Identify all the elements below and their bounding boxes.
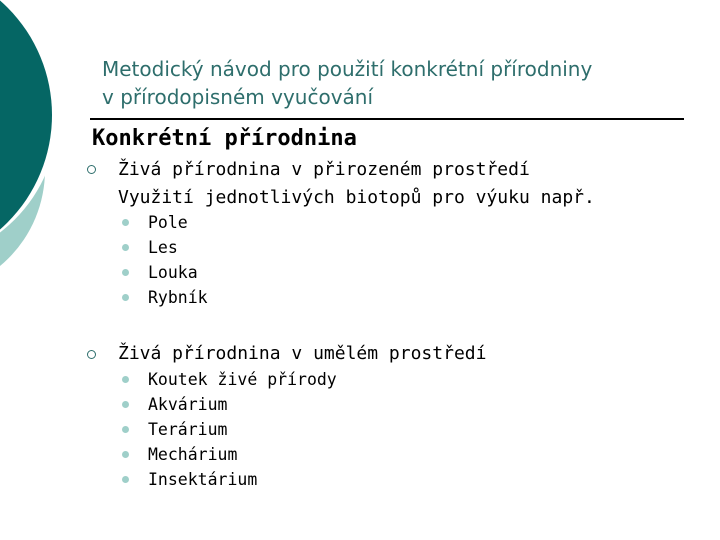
dot-bullet-icon bbox=[122, 401, 129, 408]
dot-bullet-icon bbox=[122, 426, 129, 433]
list-item bbox=[122, 260, 208, 285]
list-item bbox=[122, 210, 208, 235]
ring-bullet-icon bbox=[87, 165, 96, 174]
list-item bbox=[122, 285, 208, 310]
dot-bullet-icon bbox=[122, 269, 129, 276]
list-item-label: Pole bbox=[148, 213, 188, 232]
list-item-label: Akvárium bbox=[148, 395, 228, 414]
dot-bullet-icon bbox=[122, 219, 129, 226]
dot-bullet-icon bbox=[122, 376, 129, 383]
list-item bbox=[122, 442, 337, 467]
dot-bullet-icon bbox=[122, 294, 129, 301]
section1-list bbox=[122, 210, 208, 310]
dot-bullet-icon bbox=[122, 244, 129, 251]
list-item bbox=[122, 467, 337, 492]
list-item bbox=[122, 417, 337, 442]
dot-bullet-icon bbox=[122, 451, 129, 458]
list-item-label: Terárium bbox=[148, 420, 228, 439]
section1-line1: Živá přírodnina v přirozeném prostředí bbox=[118, 159, 530, 180]
slide-title-line2: v přírodopisném vyučování bbox=[102, 85, 374, 109]
list-item-label: Mechárium bbox=[148, 445, 238, 464]
list-item-label: Koutek živé přírody bbox=[148, 370, 337, 389]
list-item-label: Rybník bbox=[148, 288, 208, 307]
slide-title-line1: Metodický návod pro použití konkrétní přírodniny bbox=[102, 57, 593, 81]
section-heading: Konkrétní přírodnina bbox=[92, 126, 357, 151]
title-divider bbox=[90, 118, 684, 120]
section2-line1: Živá přírodnina v umělém prostředí bbox=[118, 343, 487, 364]
list-item-label: Insektárium bbox=[148, 470, 258, 489]
dot-bullet-icon bbox=[122, 476, 129, 483]
list-item-label: Louka bbox=[148, 263, 198, 282]
list-item bbox=[122, 235, 208, 260]
list-item bbox=[122, 392, 337, 417]
slide-title bbox=[102, 55, 692, 111]
list-item-label: Les bbox=[148, 238, 178, 257]
list-item bbox=[122, 367, 337, 392]
section2-list bbox=[122, 367, 337, 492]
section1-line2: Využití jednotlivých biotopů pro výuku např. bbox=[118, 187, 595, 208]
ring-bullet-icon bbox=[87, 350, 96, 359]
